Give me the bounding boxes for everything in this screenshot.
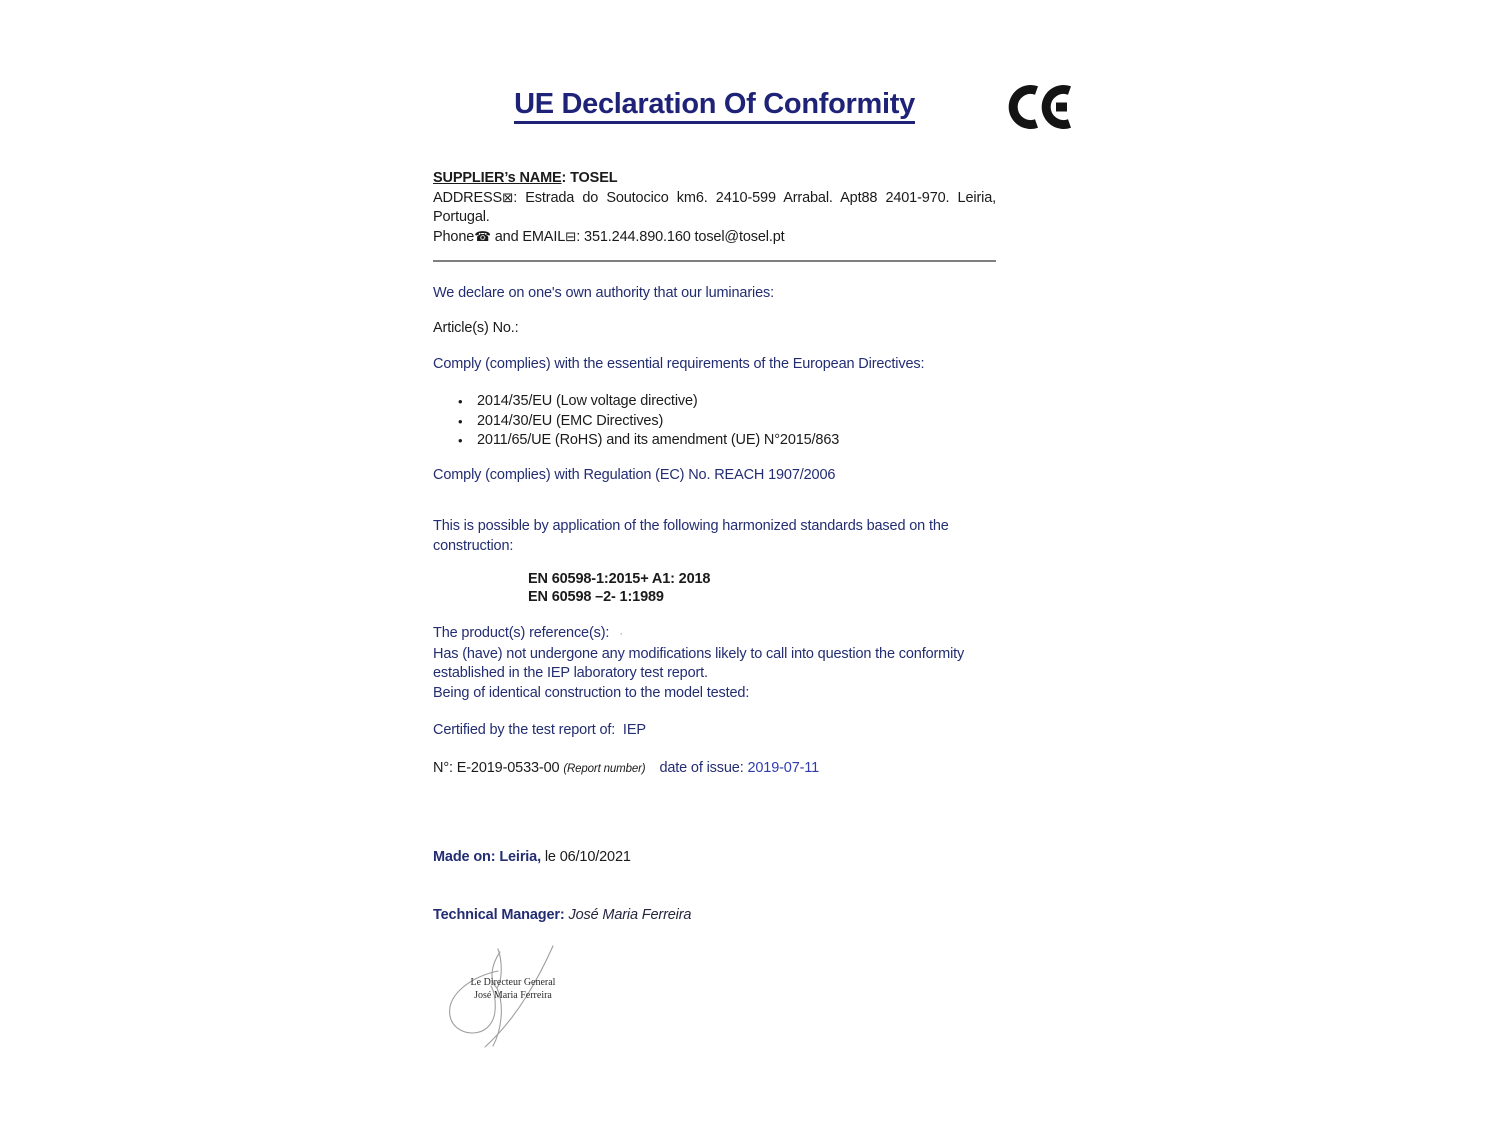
report-number-note: (Report number) <box>563 763 646 775</box>
computer-icon: ⊟ <box>565 228 577 245</box>
product-reference-block <box>433 624 996 703</box>
phone-icon: ☎ <box>474 228 491 245</box>
date-of-issue-value: 2019-07-11 <box>747 760 820 776</box>
ce-mark-icon <box>1003 80 1077 134</box>
directive-item: • 2011/65/UE (RoHS) and its amendment (UE) N°2015/863 <box>433 431 996 451</box>
envelope-icon: ⊠ <box>502 189 514 206</box>
harmonized-intro-line: This is possible by application of the following harmonized standards based on the construction: <box>433 518 949 554</box>
certified-line: Certified by the test report of: IEP <box>433 722 646 738</box>
page-title-text: UE Declaration Of Conformity <box>514 88 915 124</box>
articles-line: Article(s) No.: <box>433 320 519 336</box>
modifications-line: Has (have) not undergone any modifications likely to call into question the conformity established in the IEP laboratory test report. <box>433 645 965 681</box>
technical-manager-value: José Maria Ferreira <box>568 907 692 923</box>
reach-line: Comply (complies) with Regulation (EC) No. REACH 1907/2006 <box>433 467 836 483</box>
signature-block <box>438 945 588 1055</box>
identical-line: Being of identical construction to the model tested: <box>433 684 750 701</box>
standard-line: EN 60598 –2- 1:1989 <box>528 588 664 605</box>
declaration-line: We declare on one's own authority that our luminaries: <box>433 285 774 301</box>
phone-label: Phone <box>433 228 475 245</box>
contact-value: : 351.244.890.160 tosel@tosel.pt <box>576 228 785 245</box>
report-line <box>433 759 996 780</box>
supplier-name-line <box>433 169 996 189</box>
made-on-value: le 06/10/2021 <box>540 849 631 865</box>
page-title <box>433 88 996 124</box>
product-reference-mark: · <box>619 628 623 640</box>
address-label: ADDRESS <box>433 189 503 206</box>
standards-block <box>528 571 996 606</box>
signature-name: José Maria Ferreira <box>474 989 552 1001</box>
technical-manager-label: Technical Manager: <box>433 907 569 923</box>
made-on-label: Made on: Leiria, <box>433 849 541 865</box>
supplier-address-line <box>433 189 996 228</box>
standard-line: EN 60598-1:2015+ A1: 2018 <box>528 571 711 587</box>
made-on-line <box>433 848 996 868</box>
technical-manager-line <box>433 906 996 926</box>
signature-title: Le Directeur General <box>470 977 556 988</box>
supplier-name-label: SUPPLIER’s NAME <box>433 170 562 186</box>
directives-intro-line: Comply (complies) with the essential requirements of the European Directives: <box>433 356 925 372</box>
ce-mark-svg <box>1003 80 1077 134</box>
date-of-issue-label: date of issue: <box>659 760 748 776</box>
signature-text <box>438 977 588 1002</box>
supplier-block <box>433 169 996 247</box>
divider <box>433 260 996 262</box>
directives-list <box>433 392 996 451</box>
report-number: N°: E-2019-0533-00 <box>433 760 564 776</box>
directive-item: • 2014/35/EU (Low voltage directive) <box>433 392 996 412</box>
directive-item: • 2014/30/EU (EMC Directives) <box>433 412 996 432</box>
supplier-contact-line <box>433 228 996 248</box>
product-reference-text: The product(s) reference(s): <box>433 625 610 641</box>
supplier-name-value: : TOSEL <box>561 170 618 186</box>
address-value: : Estrada do Soutocico km6. 2410-599 Arrabal. Apt88 2401-970. Leiria, Portugal. <box>433 189 996 225</box>
product-reference-line <box>433 624 996 645</box>
email-label: and EMAIL <box>490 228 566 245</box>
